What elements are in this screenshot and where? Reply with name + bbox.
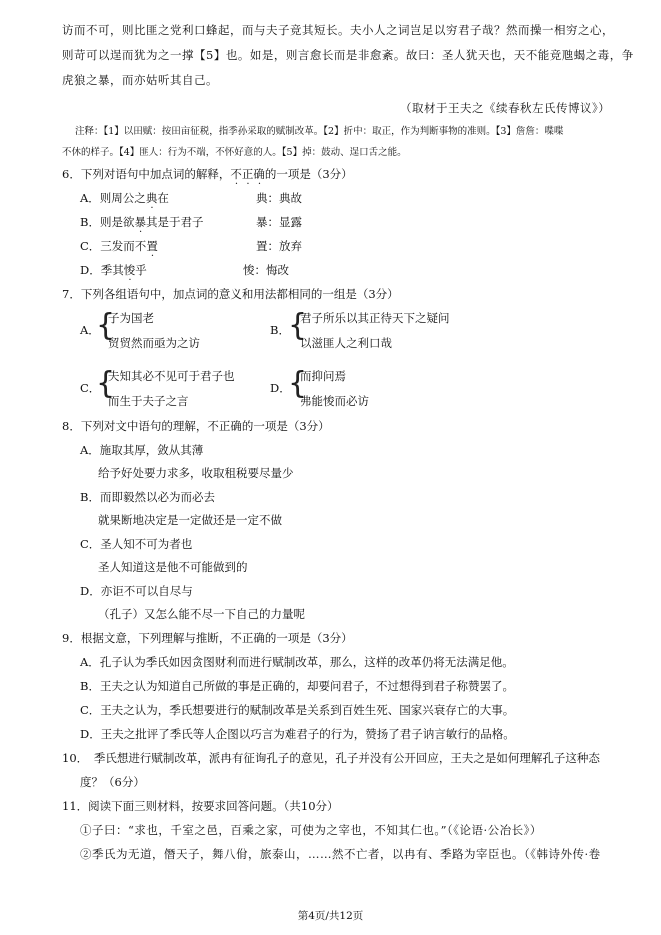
- passage-line-2: 则苛可以逞而犹为之一撑【5】也。如是，则言愈长而是非愈紊。故曰：圣人犹天也，天不能竞虺蝎之毒，争: [62, 48, 634, 62]
- q6-option-a: A．则周公之典在: [80, 191, 169, 205]
- q7-a-top: 子为国老: [108, 311, 154, 325]
- q9-stem: 9．根据文意，下列理解与推断，不正确的一项是（3分）: [62, 631, 353, 645]
- q6-gloss-d: 悛：悔改: [243, 263, 289, 277]
- q9-option-c: C．王夫之认为，季氏想要进行的赋制改革是关系到百姓生死、国家兴衰存亡的大事。: [80, 703, 515, 717]
- passage-line-3: 虎狼之暴，而亦姑听其自己。: [62, 73, 218, 87]
- q7-a-label: A．: [80, 323, 100, 337]
- q9-option-d: D．王夫之批评了季氏等人企图以巧言为难君子的行为，赞扬了君子讷言敏行的品格。: [80, 727, 515, 741]
- q11-material-2: ②季氏为无道，僭天子，舞八佾，旅泰山，……然不亡者，以冉有、季路为宰臣也。（《韩诗外传·卷: [80, 847, 601, 861]
- q8-option-d-explain: （孔子）又怎么能不尽一下自己的力量呢: [98, 607, 305, 621]
- page-number: 第4页/共12页: [297, 910, 364, 922]
- q7-d-top: 而抑问焉: [300, 369, 346, 383]
- q7-a-brace: {: [96, 308, 116, 343]
- q7-b-top: 君子所乐以其正待天下之疑问: [300, 311, 450, 325]
- q8-option-b: B．而即毅然以必为而必去: [80, 490, 215, 504]
- q9-option-b: B．王夫之认为知道自己所做的事是正确的，却要问君子，不过想得到君子称赞罢了。: [80, 679, 514, 693]
- passage-line-1: 访而不可，则比匪之党利口蜂起，而与夫子竞其短长。夫小人之词岂足以穷君子哉？然而操一相穷之心，: [62, 23, 614, 37]
- q9-option-a: A．孔子认为季氏如因贪图财利而进行赋制改革，那么，这样的改革仍将无法满足他。: [80, 655, 514, 669]
- passage-source: （取材于王夫之《续春秋左氏传博议》）: [400, 101, 611, 115]
- q8-option-d: D．亦讵不可以自尽与: [80, 584, 193, 598]
- q8-option-c-explain: 圣人知道这是他不可能做到的: [98, 560, 248, 574]
- q6-stem: 6．下列对语句中加点词的解释，不正确的一项是（3分）: [62, 167, 353, 181]
- q6-gloss-c: 置：放弃: [256, 239, 302, 253]
- q7-d-brace: {: [288, 366, 308, 401]
- q6-gloss-b: 暴：显露: [256, 215, 302, 229]
- q7-b-label: B．: [270, 323, 290, 337]
- q6-option-c: C．三发而不置: [80, 239, 158, 253]
- q8-option-b-explain: 就果断地决定是一定做还是一定不做: [98, 513, 282, 527]
- q7-a-bottom: 贸贸然而亟为之访: [108, 336, 200, 350]
- q7-c-top: 夫知其必不见可于君子也: [108, 369, 235, 383]
- q11-stem: 11．阅读下面三则材料，按要求回答问题。（共10分）: [62, 799, 339, 813]
- q7-d-bottom: 弗能悛而必访: [300, 394, 369, 408]
- q6-option-d: D．季其悛乎: [80, 263, 147, 277]
- q7-c-bottom: 而生于夫子之言: [108, 394, 189, 408]
- notes-line-2: 不休的样子。【4】匪人：行为不端，不怀好意的人。【5】掉：鼓动、逞口舌之能。: [62, 147, 407, 158]
- notes-line-1: 注释：【1】以田赋：按田亩征税，指季孙采取的赋制改革。【2】折中：取正，作为判断事物的准则。【3】詹詹：喋喋: [75, 126, 564, 137]
- q6-option-b: B．则是欲暴其是于君子: [80, 215, 204, 229]
- q10-line-2: 度？（6分）: [80, 775, 145, 789]
- q7-c-label: C．: [80, 381, 101, 395]
- q8-option-a-explain: 给予好处要力求多，收取租税要尽量少: [98, 466, 294, 480]
- q7-c-brace: {: [96, 366, 116, 401]
- q8-option-c: C．圣人知不可为者也: [80, 537, 193, 551]
- q7-b-brace: {: [288, 308, 308, 343]
- q7-stem: 7．下列各组语句中，加点词的意义和用法都相同的一组是（3分）: [62, 287, 399, 301]
- q8-option-a: A．施取其厚，敛从其薄: [80, 443, 204, 457]
- q11-material-1: ①子曰：“求也，千室之邑，百乘之家，可使为之宰也，不知其仁也。”（《论语·公冶长》）: [80, 823, 542, 837]
- q8-stem: 8．下列对文中语句的理解，不正确的一项是（3分）: [62, 419, 330, 433]
- q6-gloss-a: 典：典故: [256, 191, 302, 205]
- q7-b-bottom: 以滋匪人之利口哉: [300, 336, 392, 350]
- q10-line-1: 10． 季氏想进行赋制改革，派冉有征询孔子的意见，孔子并没有公开回应，王夫之是如何理解孔子这种态: [62, 751, 600, 765]
- q7-d-label: D．: [270, 381, 291, 395]
